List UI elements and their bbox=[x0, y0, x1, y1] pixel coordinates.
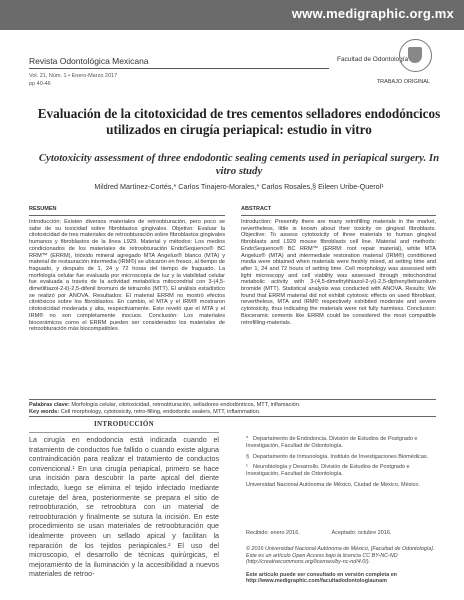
page-range: pp 40-46 bbox=[29, 81, 51, 87]
accepted-date: Aceptado: octubre 2016. bbox=[331, 530, 392, 536]
note-2: § Departamento de Inmunología. Instituto de Investigaciones Biomédicas. bbox=[246, 453, 429, 460]
note-1: * Departamento de Endodoncia. División de Estudios de Postgrado e Investigación, Facultad de Odontología. bbox=[246, 436, 418, 449]
introduction-text: La cirugía en endodoncia está indicada cuando el tratamiento de conductos fue fallido o cuando existe alguna contraindicación para realizar el tratamiento de conductos convencional.¹ En una cirugía periapical, primero se hace una incisión para descubrir la parte apical del diente infectado, luego se elimina el tejido infectado mediante curetaje del área, posteriormente se prepara el sitio de retroobturación, se retroobtura con un material de retroobturación y finalmente se sutura la incisión. En este procedimiento se usan materiales de retroobturación que idealmente proveen un sellado apical y facilitan la reparación de los tejidos periapicales.² El uso del microscopio, el desarrollo de técnicas quirúrgicas, el mejoramiento de la iluminación y la accesibilidad a nuevos materiales de retroo- bbox=[29, 436, 219, 579]
note-3: ¹ Neurobiología y Desarrollo. División de Estudios de Postgrado e Investigación, Facultad de Odontología. bbox=[246, 464, 410, 478]
site-url[interactable]: www.medigraphic.org.mx bbox=[291, 6, 454, 21]
university-note: Universidad Nacional Autónoma de México, Ciudad de México, México. bbox=[246, 481, 420, 488]
dates bbox=[246, 530, 436, 536]
keywords-es-label: Palabras clave: bbox=[29, 402, 70, 408]
header-bar bbox=[0, 0, 464, 30]
footer-link[interactable]: Este artículo puede ser consultado en versión completa en http://www.medigraphic.com/facultadodontologiaunam bbox=[246, 572, 397, 584]
keywords-rule-bottom bbox=[29, 416, 436, 417]
keywords-spanish bbox=[29, 402, 436, 409]
received-date: Recibido: enero 2016. bbox=[246, 530, 300, 536]
introduction-rule bbox=[29, 432, 219, 433]
volume: Vol. 21, Núm. 1 bbox=[29, 73, 67, 79]
abstract-heading: ABSTRACT bbox=[241, 206, 272, 212]
issue-meta: Vol. 21, Núm. 1 • Enero-Marzo 2017 pp 40-46 bbox=[29, 73, 118, 87]
introduction-heading: INTRODUCCIÓN bbox=[94, 420, 154, 428]
header-rule bbox=[29, 68, 329, 69]
faculty-name: Facultad de Odontología bbox=[337, 56, 409, 63]
issue-date: Enero-Marzo 2017 bbox=[71, 73, 118, 79]
resumen-text: Introducción: Existen diversos materiales de retroobturación, pero poco se sabe de su toxicidad sobre fibroblastos gingivales. Objetivo: Evaluar la citotoxicidad de tres materiales de retroobturación sobre fibroblastos gingivales humanos y fibroblastos de la línea L929. Material y métodos: Los medios condicionados de los materiales de retroobturación EndoSequence® BC RRM™ (ERRM), trióxido mineral agregado MTA Angelus® blanco (MTA) y material de restauración intermedia (IRM®) se ubicaron en fresco, al tiempo de fraguado, y después de 1, 24 y 72 horas del tiempo de fraguado. La morfología celular fue evaluada por microscopía de luz y la viabilidad celular fue evaluada a través de la actividad metabólica mitocondrial con 3-(4,5-dimetiltiazol-2-il)-2,5-difenil bromuro de tetrazolio (MTT). El análisis estadístico se realizó por ANOVA. Resultados: El material ERRM no mostró efectos citotóxicos sobre los fibroblastos. En cambio, el MTA y el IRM® mostraron citotoxicidad moderada y alta, respectivamente. Esto reveló que el MTA y el IRM® no son completamente inocuos. Conclusión: Los materiales biocerámicos como el ERRM pueden ser considerados los materiales de retroobturación más biocompatibles. bbox=[29, 219, 225, 333]
journal-name: Revista Odontológica Mexicana bbox=[29, 56, 149, 66]
affiliation-notes bbox=[246, 436, 436, 493]
abstract-text: Introduction: Presently there are many retrofilling materials in the market, nevertheless, little is known about their toxicity on gingival fibroblasts. Objective: To assess cytotoxicity of three materials to human gingival fibroblasts and L929 mouse fibroblasts cell line. Material and methods: EndoSequence® BC RRM™ (ERRM: root repair material), white MTA Angelus® (MTA) and intermediate restoration material (IRM®) conditioned media were obtained when materials were freshly mixed, at setting time and after 1, 24 and 72 hours of setting time. Cell morphology was assessed with light microscopy and cell viability was assessed through mitochondrial metabolic activity with 3-(4,5-dimethylthiazol-2-yl)-2,5-diphenyltetrazolium bromide (MTT). Statistical analysis was conducted with ANOVA. Results: We found that ERRM material did not exhibit cytotoxic effects on used fibroblast, nevertheless, MTA and IRM® respectively exhibited moderate and severe cytotoxicity, thus indicating the materials were not fully harmless. Conclusion: Bioceramic cements like ERRM could be considered the most compatible retrofilling-materials. bbox=[241, 219, 436, 326]
university-crest-icon bbox=[399, 39, 432, 72]
abstract-rule bbox=[241, 215, 436, 216]
resumen-heading: RESUMEN bbox=[29, 206, 57, 212]
keywords-en-value: Cell morphology, cytotoxicity, retro-filling, endodontic sealers, MTT, inflammation. bbox=[60, 409, 261, 415]
keywords-english bbox=[29, 409, 436, 416]
article-type: TRABAJO ORIGINAL bbox=[376, 79, 430, 85]
keywords-rule-top bbox=[29, 399, 436, 400]
authors: Mildred Martínez-Cortés,* Carlos Tinajero-Morales,* Carlos Rosales,§ Eileen Uribe-Querol¹ bbox=[94, 182, 384, 191]
license-note[interactable]: © 2016 Universidad Nacional Autónoma de México, [Facultad de Odontología]. Este es un artículo Open Access bajo la licencia CC BY-NC-ND (http://creativecommons.org/licenses/by-nc-nd/4.0/). bbox=[246, 546, 435, 565]
title-english: Cytotoxicity assessment of three endodontic sealing cements used in periapical surgery. In vitro study bbox=[38, 152, 440, 177]
keywords-es-value: Morfología celular, citotoxicidad, retroobturación, selladores endodónticos, MTT, inflamación. bbox=[71, 402, 301, 408]
keywords-en-label: Key words: bbox=[29, 409, 60, 415]
resumen-rule bbox=[29, 215, 225, 216]
title-spanish: Evaluación de la citotoxicidad de tres cementos selladores endodóncicos utilizados en cirugía periapical: estudio in vitro bbox=[37, 106, 441, 137]
